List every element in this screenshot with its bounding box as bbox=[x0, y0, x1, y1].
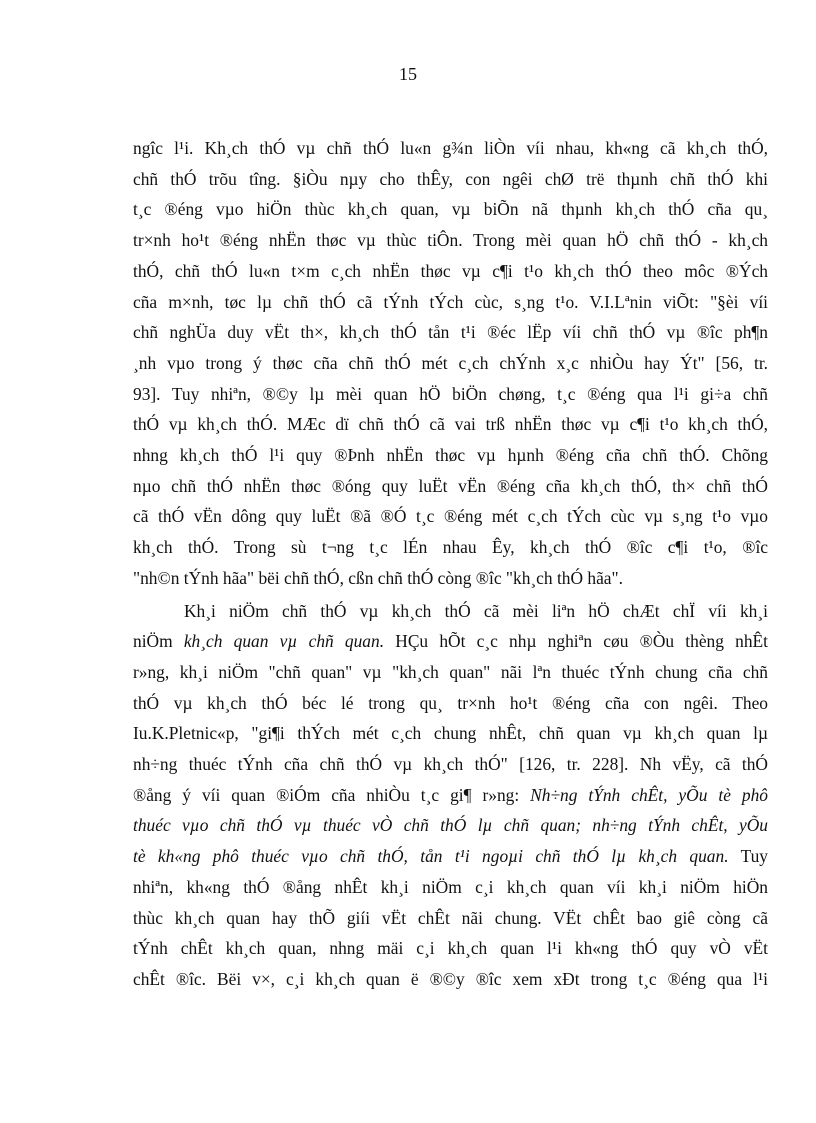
text-run: t¸c ®éng vµo hiÖn thùc kh¸ch quan, vµ biÕn nã thµnh kh¸ch thÓ cña qu¸ bbox=[133, 199, 768, 220]
text-line bbox=[133, 409, 768, 440]
text-line bbox=[133, 810, 768, 841]
text-run: Kh¸i niÖm chñ thÓ vµ kh¸ch thÓ cã mèi liªn hÖ chÆt chÏ víi kh¸i bbox=[184, 600, 768, 621]
text-run: niÖm bbox=[133, 631, 184, 652]
text-run: chÊt ®îc. Bëi v×, c¸i kh¸ch quan ë ®©y ®îc xem xÐt trong t¸c ®éng qua l¹i bbox=[133, 968, 768, 989]
text-run: ¸nh vµo trong ý thøc cña chñ thÓ mét c¸ch chÝnh x¸c nhiÒu hay Ýt" [56, tr. bbox=[133, 352, 768, 373]
text-line bbox=[133, 749, 768, 780]
text-run: ®ång ý víi quan ®iÓm cña nhiÒu t¸c gi¶ r»ng: bbox=[133, 784, 531, 805]
text-line bbox=[133, 780, 768, 811]
text-line bbox=[133, 532, 768, 563]
text-line bbox=[133, 841, 768, 872]
text-line bbox=[133, 348, 768, 379]
text-run: r»ng, kh¸i niÖm "chñ quan" vµ "kh¸ch quan" nãi lªn thuéc tÝnh chung cña chñ bbox=[133, 661, 768, 682]
text-run: 93]. Tuy nhiªn, ®©y lµ mèi quan hÖ biÖn chøng, t¸c ®éng qua l¹i gi÷a chñ bbox=[133, 383, 768, 404]
text-line bbox=[133, 133, 768, 164]
page-number: 15 bbox=[399, 64, 417, 84]
text-run: thÓ vµ kh¸ch thÓ béc lé trong qu¸ tr×nh ho¹t ®éng cña con ngêi. Theo bbox=[133, 692, 768, 713]
text-run: "nh©n tÝnh hãa" bëi chñ thÓ, cßn chñ thÓ còng ®îc "kh¸ch thÓ hãa". bbox=[133, 567, 623, 588]
text-run: nµo chñ thÓ nhËn thøc ®óng quy luËt vËn ®éng cña kh¸ch thÓ, th× chñ thÓ bbox=[133, 475, 768, 496]
text-line bbox=[133, 287, 768, 318]
text-line bbox=[133, 933, 768, 964]
body-text bbox=[133, 133, 768, 995]
italic-text: thuéc vµo chñ thÓ vµ thuéc vÒ chñ thÓ lµ chñ quan; nh÷ng tÝnh chÊt, yÕu bbox=[133, 815, 768, 836]
text-line bbox=[133, 225, 768, 256]
text-run: chñ thÓ trõu tîng. §iÒu nµy cho thÊy, con ngêi chØ trë thµnh chñ thÓ khi bbox=[133, 168, 768, 189]
text-run: thÓ vµ kh¸ch thÓ. MÆc dï chñ thÓ cã vai trß nhËn thøc vµ c¶i t¹o kh¸ch thÓ, bbox=[133, 414, 768, 435]
text-line bbox=[133, 256, 768, 287]
text-run: ngîc l¹i. Kh¸ch thÓ vµ chñ thÓ lu«n g¾n liÒn víi nhau, kh«ng cã kh¸ch thÓ, bbox=[133, 138, 768, 158]
text-run: thÓ, chñ thÓ lu«n t×m c¸ch nhËn thøc vµ c¶i t¹o kh¸ch thÓ theo môc ®Ých bbox=[133, 260, 768, 281]
text-run: tÝnh chÊt kh¸ch quan, nhng mäi c¸i kh¸ch quan l¹i kh«ng thÓ quy vÒ vËt bbox=[133, 938, 768, 959]
text-run: tr×nh ho¹t ®éng nhËn thøc vµ thùc tiÔn. Trong mèi quan hÖ chñ thÓ - kh¸ch bbox=[133, 230, 768, 251]
text-run: Iu.K.Pletnic«p, "gi¶i thÝch mét c¸ch chung nhÊt, chñ quan vµ kh¸ch quan lµ bbox=[133, 723, 768, 744]
text-line bbox=[133, 872, 768, 903]
text-run: HÇu hÕt c¸c nhµ nghiªn cøu ®Òu thèng nhÊt bbox=[384, 631, 768, 652]
italic-text: tè kh«ng phô thuéc vµo chñ thÓ, tån t¹i ngoµi chñ thÓ lµ kh¸ch quan. bbox=[133, 846, 729, 867]
text-run: nhng kh¸ch thÓ l¹i quy ®Þnh nhËn thøc vµ hµnh ®éng cña chñ thÓ. Chõng bbox=[133, 445, 768, 466]
text-line bbox=[133, 379, 768, 410]
text-line bbox=[133, 903, 768, 934]
text-run: nh÷ng thuéc tÝnh cña chñ thÓ vµ kh¸ch thÓ" [126, tr. 228]. Nh vËy, cã thÓ bbox=[133, 754, 768, 775]
text-line bbox=[133, 657, 768, 688]
text-run: cã thÓ vËn dông quy luËt ®ã ®Ó t¸c ®éng mét c¸ch tÝch cùc vµ s¸ng t¹o vµo bbox=[133, 506, 768, 527]
text-run: kh¸ch thÓ. Trong sù t¬ng t¸c lÉn nhau Êy, kh¸ch thÓ ®îc c¶i t¹o, ®îc bbox=[133, 537, 768, 558]
text-line bbox=[133, 501, 768, 532]
text-run: nhiªn, kh«ng thÓ ®ång nhÊt kh¸i niÖm c¸i kh¸ch quan víi kh¸i niÖm hiÖn bbox=[133, 876, 768, 897]
text-run: cña m×nh, tøc lµ chñ thÓ cã tÝnh tÝch cùc, s¸ng t¹o. V.I.Lªnin viÕt: "§èi víi bbox=[133, 291, 768, 312]
text-line bbox=[133, 626, 768, 657]
italic-text: Nh÷ng tÝnh chÊt, yÕu tè phô bbox=[530, 784, 768, 805]
text-run: chñ nghÜa duy vËt th×, kh¸ch thÓ tån t¹i ®éc lËp víi chñ thÓ vµ ®îc ph¶n bbox=[133, 322, 768, 343]
text-line bbox=[133, 964, 768, 995]
text-line bbox=[133, 471, 768, 502]
paragraph bbox=[133, 133, 768, 594]
text-run: Tuy bbox=[728, 846, 768, 867]
text-line bbox=[133, 317, 768, 348]
text-line bbox=[133, 563, 768, 594]
text-line bbox=[133, 718, 768, 749]
paragraph bbox=[133, 596, 768, 995]
text-line bbox=[133, 164, 768, 195]
text-line bbox=[133, 440, 768, 471]
text-line bbox=[133, 596, 768, 627]
italic-text: kh¸ch quan vµ chñ quan. bbox=[183, 631, 385, 652]
text-run: thùc kh¸ch quan hay thÕ giíi vËt chÊt nãi chung. VËt chÊt bao giê còng cã bbox=[133, 907, 768, 928]
text-line bbox=[133, 194, 768, 225]
text-line bbox=[133, 688, 768, 719]
